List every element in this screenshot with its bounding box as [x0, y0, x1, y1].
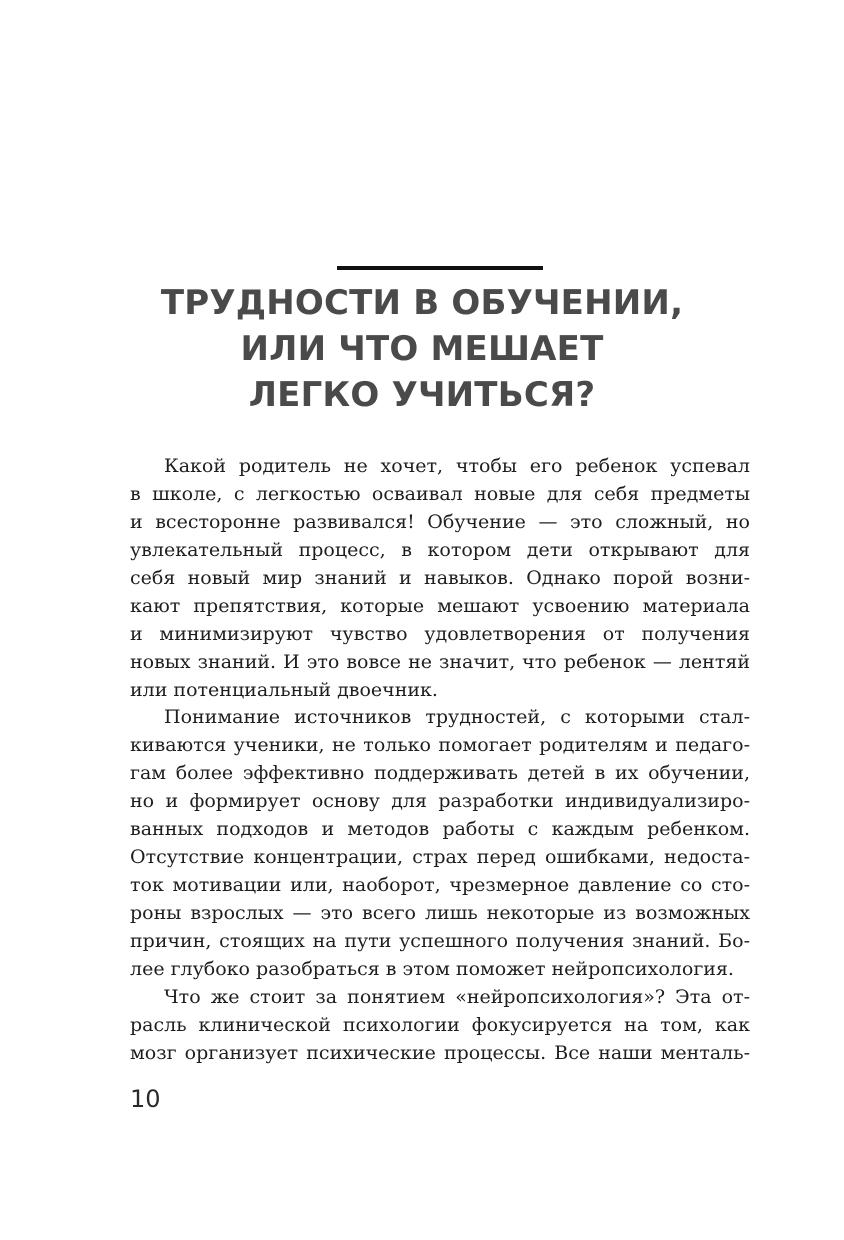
- chapter-title-line: ТРУДНОСТИ В ОБУЧЕНИИ,: [160, 283, 684, 323]
- text-line: ток мотивации или, наоборот, чрезмерное давление со сто-: [130, 874, 750, 897]
- text-line: Отсутствие концентрации, страх перед ошибками, недостa-: [130, 846, 750, 869]
- text-line: лее глубоко разобраться в этом поможет нейропсихология.: [130, 957, 734, 980]
- text-line: причин, стоящих на пути успешного получения знаний. Бо-: [130, 929, 750, 952]
- text-line: новых знаний. И это вовсе не значит, что ребенок — лентяй: [130, 650, 750, 673]
- text-line: себя новый мир знаний и навыков. Однако порой возни-: [130, 566, 750, 589]
- page-number: 10: [130, 1085, 161, 1113]
- text-line: или потенциальный двоечник.: [130, 678, 438, 701]
- chapter-title: [0, 280, 844, 418]
- text-line: киваются ученики, не только помогает родителям и педаго-: [130, 734, 750, 757]
- text-line: ванных подходов и методов работы с каждым ребенком.: [130, 818, 750, 841]
- text-line: Понимание источников трудностей, с которыми стал-: [164, 706, 750, 729]
- text-line: и всесторонне развивался! Обучение — это сложный, но: [130, 510, 750, 533]
- text-line: и минимизируют чувство удовлетворения от получения: [130, 622, 750, 645]
- text-line: мозг организует психические процессы. Все наши менталь-: [130, 1041, 750, 1064]
- text-line: но и формирует основу для разработки индивидуализиро-: [130, 790, 750, 813]
- text-line: увлекательный процесс, в котором дети открывают для: [130, 538, 750, 561]
- text-line: роны взрослых — это всего лишь некоторые из возможных: [130, 902, 750, 924]
- text-line: в школе, с легкостью осваивал новые для себя предметы: [130, 482, 750, 505]
- text-line: Какой родитель не хочет, чтобы его ребенок успевал: [164, 455, 750, 477]
- chapter-title-line: ИЛИ ЧТО МЕШАЕТ: [240, 329, 604, 369]
- text-line: кают препятствия, которые мешают усвоению материала: [130, 594, 750, 617]
- text-line: Что же стоит за понятием «нейропсихология»? Эта от-: [164, 985, 750, 1008]
- body-text: [130, 453, 750, 1068]
- chapter-title-line: ЛЕГКО УЧИТЬСЯ?: [248, 375, 596, 415]
- text-line: расль клинической психологии фокусируется на том, как: [130, 1013, 750, 1036]
- text-line: гам более эффективно поддерживать детей в их обучении,: [130, 762, 750, 785]
- title-rule: [337, 266, 543, 270]
